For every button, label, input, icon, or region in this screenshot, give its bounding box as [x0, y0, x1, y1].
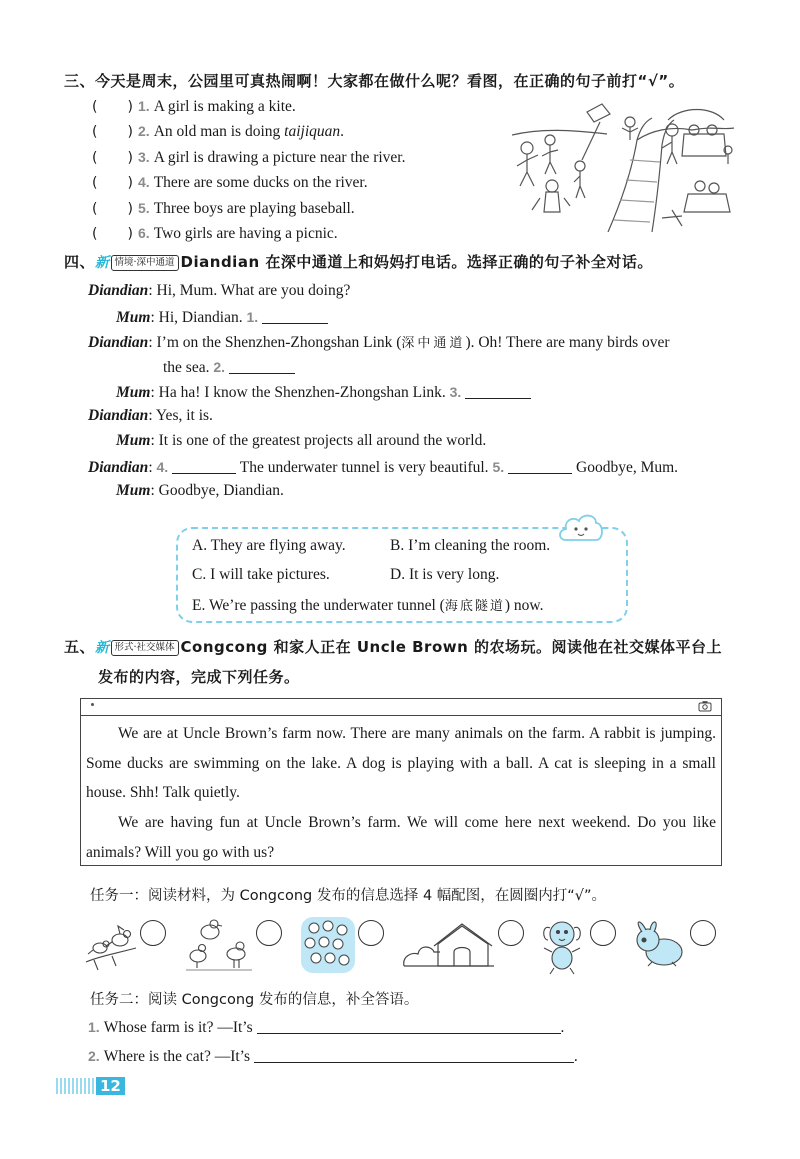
answer-line-1[interactable]: [257, 1017, 561, 1034]
answer-blank-5[interactable]: [508, 457, 572, 474]
answer-blank-2[interactable]: [229, 357, 295, 374]
dialog-text: : Hi, Diandian.: [150, 309, 247, 326]
section5-number: 五、: [64, 638, 96, 656]
item-number: 2.: [138, 123, 150, 140]
item-text: Two girls are having a picnic.: [153, 224, 338, 242]
answer-blank-3[interactable]: [465, 382, 531, 399]
question-text: Where is the cat? —It’s: [103, 1048, 251, 1065]
item-number: 5.: [138, 199, 150, 216]
speaker-name: Diandian: [88, 407, 149, 424]
option-e-end: ) now.: [504, 597, 544, 614]
dialog-line-3b: [163, 357, 295, 377]
park-scene-illustration: [512, 100, 736, 232]
option-e-text: E. We’re passing the underwater tunnel (: [192, 597, 445, 614]
answer-paren[interactable]: ( ): [92, 99, 133, 115]
answer-blank-1[interactable]: [262, 307, 328, 324]
post-header-bar: [81, 699, 721, 716]
section4-tag: 情境·深中通道: [111, 255, 179, 271]
speaker-name: Mum: [116, 309, 151, 326]
section5-tag: 形式·社交媒体: [111, 640, 179, 656]
list-item: [92, 200, 405, 225]
dot-icon: [91, 703, 94, 706]
list-item: [92, 174, 405, 199]
answer-paren[interactable]: ( ): [92, 149, 133, 166]
dialog-line-4: [116, 382, 531, 402]
answer-circle-3[interactable]: [358, 920, 384, 946]
item-number: 4.: [138, 174, 150, 191]
item-number: 6.: [138, 224, 150, 241]
answer-paren[interactable]: ( ): [92, 124, 133, 141]
page-number: 12: [96, 1077, 125, 1095]
dialog-text: : Ha ha! I know the Shenzhen-Zhongshan Link.: [150, 384, 450, 401]
blank-number: 5.: [492, 459, 505, 475]
dialog-line-7: Diandian: 4. The underwater tunnel is very beautiful. 5. Goodbye, Mum.: [88, 459, 679, 476]
item-text: There are some ducks on the river.: [153, 174, 368, 192]
speaker-name: Mum: [116, 384, 151, 401]
item-number: 3.: [138, 148, 150, 165]
option-c[interactable]: C. I will take pictures.: [192, 566, 330, 583]
answer-line-2[interactable]: [254, 1046, 574, 1063]
dialog-line-3: [88, 332, 670, 352]
answer-circle-2[interactable]: [256, 920, 282, 946]
item-text: An old man is doing: [153, 123, 285, 141]
section5-title-text: Congcong 和家人正在 Uncle Brown 的农场玩。阅读他在社交媒体平台上: [180, 638, 723, 656]
house-picture: [402, 922, 496, 970]
post-paragraph-2: We are having fun at Uncle Brown’s farm. We will come here next weekend. Do you like animals? Will you go with us?: [86, 814, 716, 861]
list-item: [92, 149, 405, 174]
dialog-text: : Hi, Mum. What are you doing?: [148, 282, 351, 299]
blank-number: 4.: [156, 459, 169, 475]
camera-icon: [698, 700, 712, 712]
section3-title: 三、今天是周末，公园里可真热闹啊！大家都在做什么呢？看图，在正确的句子前打“√”。: [64, 72, 685, 90]
rabbit-picture: [632, 918, 688, 970]
item-number: 1.: [138, 98, 150, 114]
question-1: [88, 1017, 564, 1037]
item-text: A girl is drawing a picture near the river.: [153, 148, 406, 166]
speaker-name: Diandian: [88, 282, 149, 299]
section4-title: [64, 251, 653, 272]
answer-paren[interactable]: ( ): [92, 225, 133, 242]
item-text-end: .: [340, 123, 345, 141]
item-text: A girl is making a kite.: [153, 98, 296, 115]
task2-instruction: 任务二：阅读 Congcong 发布的信息，补全答语。: [90, 992, 419, 1008]
blank-number: 2.: [213, 359, 226, 375]
dog-picture: [538, 914, 588, 976]
question-text: Whose farm is it? —It’s: [103, 1019, 253, 1036]
speaker-name: Diandian: [88, 459, 149, 476]
answer-circle-1[interactable]: [140, 920, 166, 946]
dialog-text: : Goodbye, Diandian.: [150, 482, 284, 499]
page-number-decoration: [56, 1078, 96, 1094]
ducks-picture: [184, 918, 254, 974]
option-a[interactable]: A. They are flying away.: [192, 537, 346, 554]
dialog-line-2: [116, 307, 328, 327]
answer-paren[interactable]: ( ): [92, 175, 133, 192]
speaker-name: Mum: [116, 432, 151, 449]
question-2: [88, 1046, 578, 1066]
section4-number: 四、: [64, 253, 96, 271]
item-text-italic: taijiquan: [284, 123, 341, 141]
dialog-line-6: [116, 432, 486, 450]
option-e-chinese: 海底隧道: [444, 599, 505, 614]
option-e[interactable]: [192, 595, 543, 615]
item-text: Three boys are playing baseball.: [153, 199, 355, 217]
section4-title-text: Diandian 在深中通道上和妈妈打电话。选择正确的句子补全对话。: [180, 253, 653, 271]
dialog-text: : I’m on the Shenzhen-Zhongshan Link (: [148, 334, 402, 351]
question-end: .: [560, 1019, 565, 1036]
dialog-text: : Yes, it is.: [148, 407, 213, 424]
list-item: [92, 98, 405, 123]
option-b[interactable]: B. I’m cleaning the room.: [390, 537, 551, 554]
dialog-line-5: [88, 407, 213, 425]
section3-items: [92, 98, 405, 250]
answer-circle-4[interactable]: [498, 920, 524, 946]
answer-paren[interactable]: ( ): [92, 200, 133, 217]
dialog-text: the sea.: [163, 359, 214, 376]
dialog-text: : It is one of the greatest projects all around the world.: [150, 432, 487, 449]
dialog-line-1: [88, 282, 350, 300]
task1-instruction: 任务一：阅读材料，为 Congcong 发布的信息选择 4 幅配图，在圆圈内打“√”。: [90, 888, 607, 904]
question-number: 1.: [88, 1019, 100, 1035]
post-paragraph-1: We are at Uncle Brown’s farm now. There are many animals on the farm. A rabbit is jumping. Some ducks are swimming on the lake. A dog is playing with a ball. A cat is sleeping in a small house. Shh! Talk quietly.: [86, 725, 716, 801]
new-badge: 新: [95, 640, 110, 656]
question-end: .: [573, 1048, 578, 1065]
new-badge: 新: [95, 255, 110, 271]
blank-number: 1.: [246, 309, 259, 325]
speaker-name: Diandian: [88, 334, 149, 351]
list-item: [92, 123, 405, 148]
section5-title: [64, 636, 722, 657]
cloud-face-icon: [558, 510, 604, 546]
balls-picture: [300, 916, 356, 974]
speaker-name: Mum: [116, 482, 151, 499]
birds-picture: [84, 918, 138, 974]
question-number: 2.: [88, 1048, 100, 1064]
list-item: [92, 225, 405, 250]
dialog-line-8: [116, 482, 284, 500]
answer-blank-4[interactable]: [172, 457, 236, 474]
dialog-text: The underwater tunnel is very beautiful.: [236, 459, 493, 476]
dialog-text-cont: ). Oh! There are many birds over: [465, 334, 670, 351]
dialog-chinese-note: 深中通道: [401, 336, 466, 351]
section5-title-line2: 发布的内容，完成下列任务。: [98, 668, 300, 686]
dialog-text-end: Goodbye, Mum.: [572, 459, 679, 476]
blank-number: 3.: [449, 384, 462, 400]
option-d[interactable]: D. It is very long.: [390, 566, 500, 583]
answer-circle-5[interactable]: [590, 920, 616, 946]
answer-circle-6[interactable]: [690, 920, 716, 946]
